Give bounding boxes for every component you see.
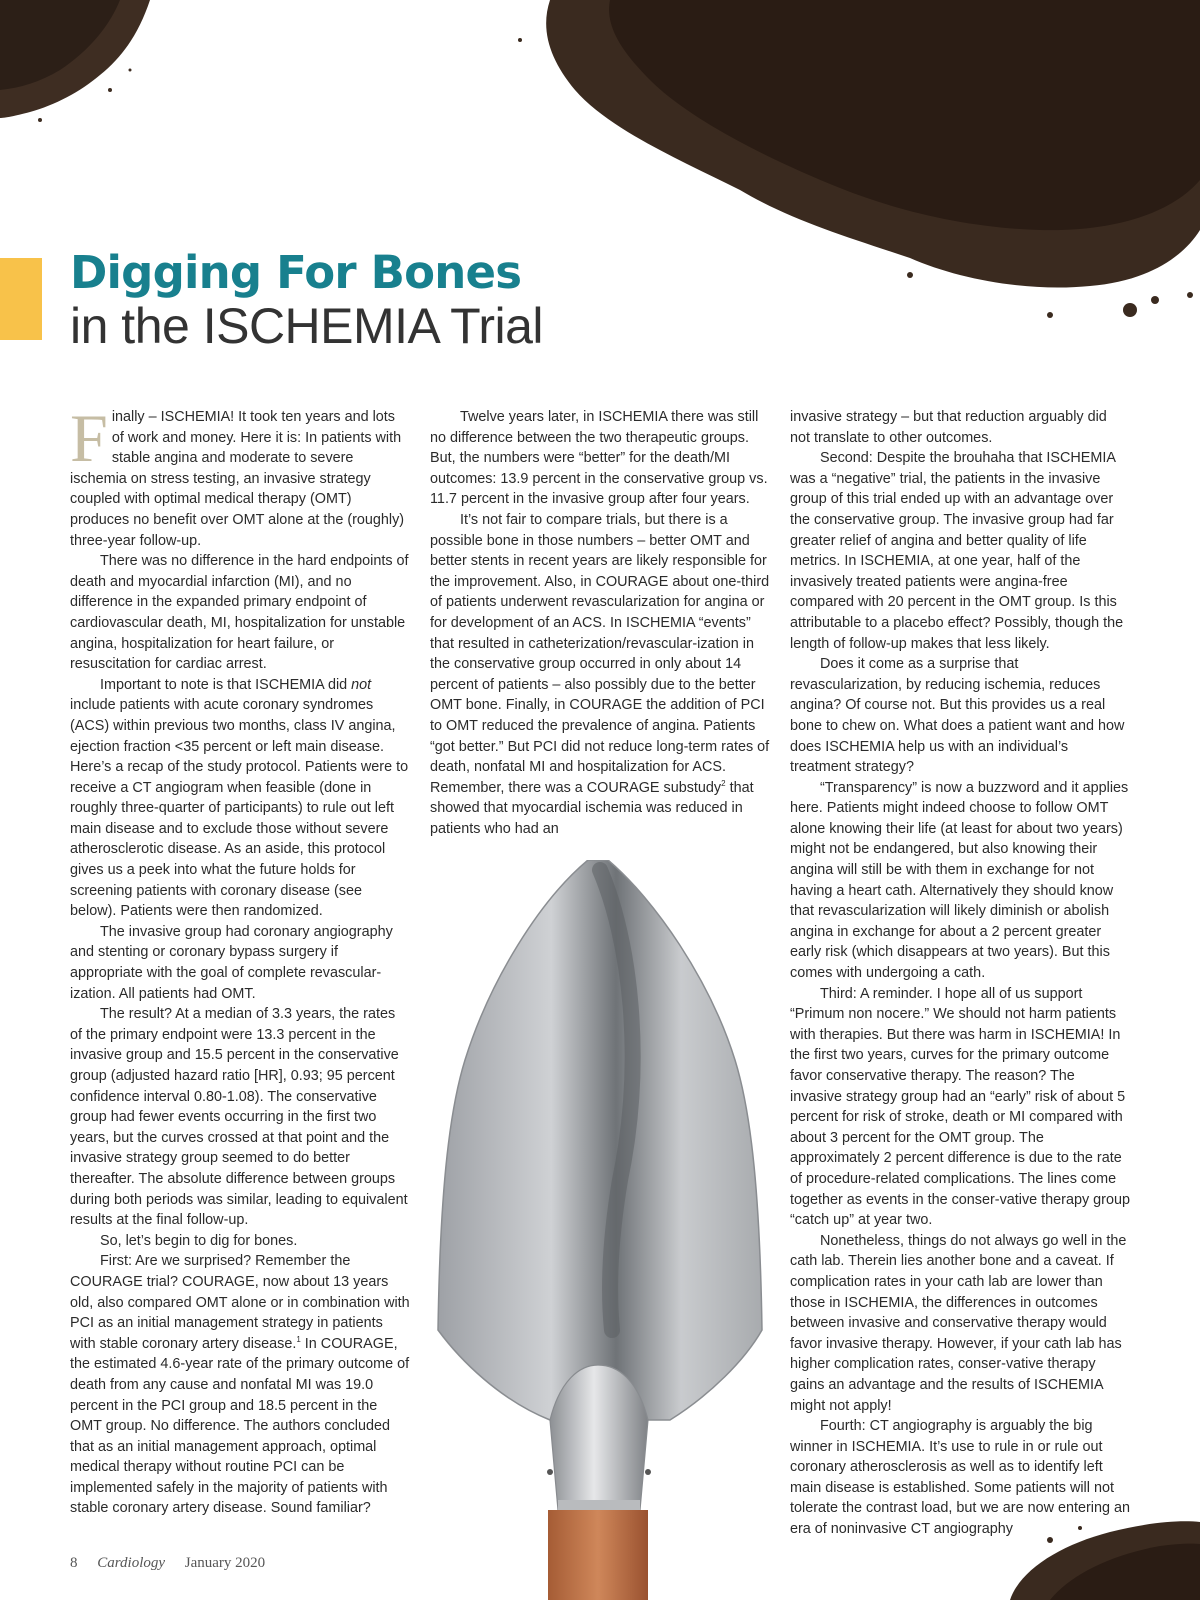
paragraph: The invasive group had coronary angiography and stenting or coronary bypass surgery if appropriate with the goal of complete revascular-ization. All patients had OMT. <box>70 923 393 1002</box>
article-title <box>70 248 543 354</box>
paragraph: Does it come as a surprise that revascularization, by reducing ischemia, reduces angina? Of course not. But this provides us a real bone to chew on. What does a patient want and how does ISCHEMIA help us with an individual’s treatment strategy? <box>790 656 1125 776</box>
drop-cap: F <box>70 400 108 476</box>
paragraph: The result? At a median of 3.3 years, the rates of the primary endpoint were 13.3 percent in the invasive group and 15.5 percent in the conservative group (adjusted hazard ratio [HR], 0.93; 95 percent confidence interval 0.80-1.08). The conservative group had fewer events occurring in the first two years, but the curves crossed at that point and the invasive strategy group seemed to do better thereafter. The absolute difference between groups during both periods was similar, leading to equivalent results at the final follow-up. <box>70 1006 408 1229</box>
article-column-1 <box>70 400 410 1519</box>
paragraph: Third: A reminder. I hope all of us support “Primum non nocere.” We should not harm patients with therapies. But there was harm in ISCHEMIA! In the first two years, curves for the primary outcome favor conservative therapy. The reason? The invasive strategy group had an “early” risk of about 5 percent for risk of stroke, death or MI compared with about 3 percent for the OMT group. The approximately 2 percent difference is due to the rate of procedure-related complications. The lines come together as events in the conser-vative therapy group “catch up” at year two. <box>790 985 1130 1229</box>
paragraph: There was no difference in the hard endpoints of death and myocardial infarction (MI), and no difference in the expanded primary endpoint of cardiovascular death, MI, hospitalization for unstable angina, hospitalization for heart failure, or resuscitation for cardiac arrest. <box>70 553 409 673</box>
magazine-name: Cardiology <box>97 1555 166 1571</box>
paragraph: Important to note is that ISCHEMIA did not include patients with acute coronary syndromes (ACS) within previous two months, class IV angina, ejection fraction <35 percent or left main disease. Here’s a recap of the study protocol. Patients were to receive a CT angiogram when feasible (done in roughly three-quarter of participants) to rule out left main disease and to exclude those without severe atherosclerotic disease. As an aside, this protocol gives us a peek into what the future holds for screening patients with coronary disease (see below). Patients were then randomized. <box>70 676 409 920</box>
title-line-1: Digging For Bones <box>70 246 522 299</box>
page-footer <box>70 1555 281 1572</box>
footnote-ref: 2 <box>721 778 726 788</box>
paragraph: Second: Despite the brouhaha that ISCHEMIA was a “negative” trial, the patients in the invasive group of this trial ended up with an advantage over the conservative group. The invasive group had far greater relief of angina and better quality of life metrics. In ISCHEMIA, at one year, half of the invasively treated patients were angina-free compared with 20 percent in the OMT group. Is this attributable to a placebo effect? Possibly, though the length of follow-up makes that less likely. <box>790 450 1124 652</box>
paragraph: First: Are we surprised? Remember the COURAGE trial? COURAGE, now about 13 years old, also compared OMT alone or in combination with PCI as an initial management strategy in patients with stable coronary artery disease.$^1$ In COURAGE, the estimated 4.6-year rate of the primary outcome of death from any cause and nonfatal MI was 19.0 percent in the PCI group and 18.5 percent in the OMT group. No difference. The authors concluded that as an initial management approach, optimal medical therapy without routine PCI can be implemented safely in the majority of patients with stable coronary artery disease. Sound familiar? <box>70 1253 410 1517</box>
paragraph: It’s not fair to compare trials, but there is a possible bone in those numbers – better OMT and better stents in recent years are likely responsible for the improvement. Also, in COURAGE about one-third of patients underwent revascularization for angina or for development of an ACS. In ISCHEMIA “events” that resulted in catheterization/revascular-ization in the conservative group occurred in only about 14 percent of patients – also possibly due to the better OMT bone. Finally, in COURAGE the addition of PCI to OMT reduced the prevalence of angina. Patients “got better.” But PCI did not reduce long-term rates of death, nonfatal MI and hospitalization for ACS. Remember, there was a COURAGE substudy$^2$ that showed that myocardial ischemia was reduced in patients who had an <box>430 511 770 837</box>
paragraph: invasive strategy – but that reduction arguably did not translate to other outcomes. <box>790 409 1107 446</box>
issue-date: January 2020 <box>184 1555 266 1571</box>
paragraph: Twelve years later, in ISCHEMIA there was still no difference between the two therapeutic groups. But, the numbers were “better” for the death/MI outcomes: 13.9 percent in the conservative group vs. 11.7 percent in the invasive group after four years. <box>430 409 768 508</box>
title-line-2: in the ISCHEMIA Trial <box>70 298 543 354</box>
paragraph: Nonetheless, things do not always go well in the cath lab. Therein lies another bone and a caveat. If complication rates in your cath lab are lower than those in ISCHEMIA, the differences in outcomes between invasive and conservative therapy would favor invasive therapy. However, if your cath lab has higher complication rates, conser-vative therapy gains an advantage and the results of ISCHEMIA might not apply! <box>790 1232 1127 1414</box>
paragraph: Fourth: CT angiography is arguably the big winner in ISCHEMIA. It’s use to rule in or rule out coronary atherosclerosis as well as to identify left main disease is established. Some patients will not tolerate the contrast load, but we are now entering an era of noninvasive CT angiography <box>790 1418 1130 1538</box>
soil-top-left-image <box>0 0 160 125</box>
paragraph: So, let’s begin to dig for bones. <box>100 1232 298 1249</box>
accent-bar <box>0 258 42 340</box>
soil-top-right-image <box>490 0 1200 325</box>
page-number: 8 <box>70 1555 78 1571</box>
paragraph: Finally – ISCHEMIA! It took ten years and lots of work and money. Here it is: In patients with stable angina and moderate to severe ischemia on stress testing, an invasive strategy coupled with optimal medical therapy (OMT) produces no benefit over OMT alone at the (roughly) three-year follow-up. <box>70 400 405 549</box>
footnote-ref: 1 <box>296 1334 301 1344</box>
paragraph: “Transparency” is now a buzzword and it applies here. Patients might indeed choose to follow OMT alone knowing their life (at least for about two years) might not be endangered, but also knowing their angina will still be with them in exchange for not having a heart cath. Alternatively they should know that revascularization will likely diminish or abolish angina in exchange for about a 2 percent greater early risk (which disappears at two years). But this comes with undergoing a cath. <box>790 779 1129 982</box>
article-column-3 <box>790 407 1130 1540</box>
article-column-2 <box>430 407 770 839</box>
trowel-image <box>430 860 770 1600</box>
